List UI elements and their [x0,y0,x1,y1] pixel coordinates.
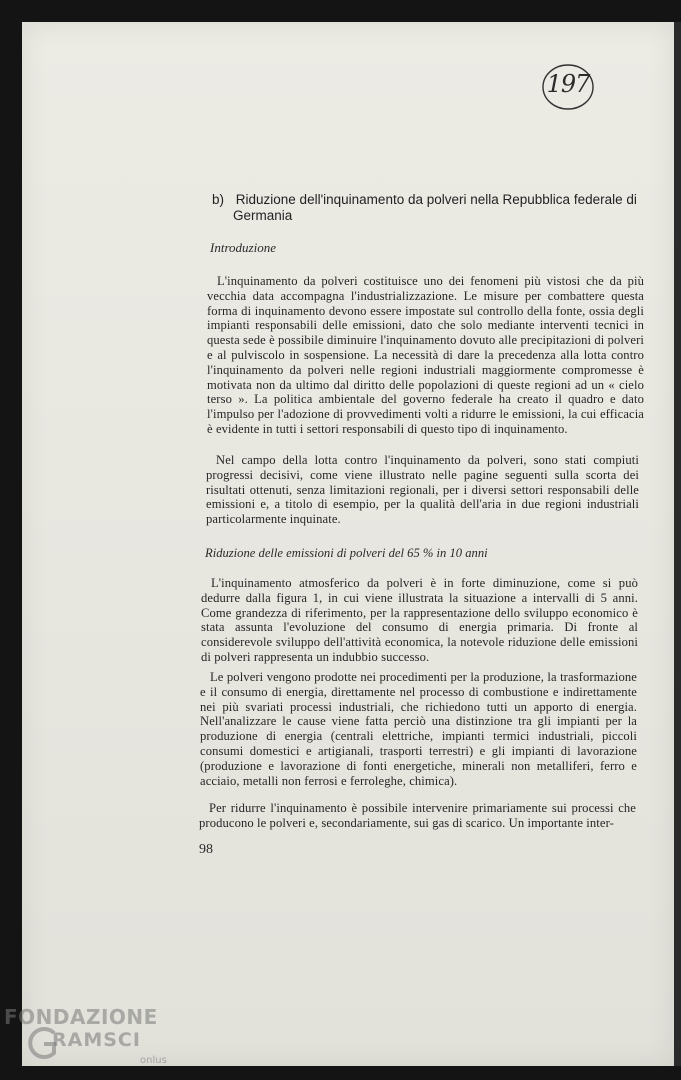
paragraph-text: L'inquinamento da polveri costituisce uno dei fenomeni più vistosi che da più vecchia data accompagna l'industrializzazione. Le misure per combattere questa forma di inquinamento devono essere impostate sul controllo della fonte, ossia degli impianti responsabili delle emissioni, dato che solo mediante interventi tecnici in questa sede è possibile diminuire l'inquinamento dovuto alle precipitazioni di polveri e al pulviscolo in sospensione. La necessità di dare la precedenza alla lotta contro l'inquinamento da polveri nelle regioni industriali maggiormente compromesse è motivata non da ultimo dal diritto delle popolazioni di queste regioni ad un « cielo terso ». La politica ambientale del governo federale ha creato il quadro e dato l'impulso per l'adozione di provvedimenti volti a ridurre le emissioni, la cui efficacia è evidente in tutti i settori responsabili di questo tipo di inquinamento. [207,274,644,436]
page-edge-shadow [674,22,681,1066]
section-heading [212,192,652,224]
heading-label: b) [212,192,225,207]
stamp-number: 197 [546,70,590,98]
paragraph-intro-2 [206,453,639,527]
paragraph-intro-1 [207,274,644,437]
fondazione-gramsci-watermark [4,1005,174,1077]
watermark-line-2: RAMSCI [52,1029,141,1051]
paragraph-text: Per ridurre l'inquinamento è possibile intervenire primariamente sui processi che producono le polveri e, secondariamente, sui gas di scarico. Un importante inter- [199,801,636,830]
paragraph-text: Le polveri vengono prodotte nei procedimenti per la produzione, la trasformazione e il consumo di energia, direttamente nel processo di combustione e indirettamente nei più svariati processi industriali, che richiedono tutti un apporto di energia. Nell'analizzare le cause viene fatta perciò una distinzione tra gli impianti per la produzione di energia (centrali elettriche, impianti termici industriali, piccoli consumi domestici e artigianali, trasporti terrestri) e gli impianti di lavorazione (produzione e lavorazione di fonti energetiche, minerali non metalliferi, ferro e acciaio, metalli non ferrosi e ferroleghe, chimica). [200,670,637,788]
heading-line-1: Riduzione dell'inquinamento da polveri nella Repubblica federale di [235,192,637,207]
paragraph-text: L'inquinamento atmosferico da polveri è in forte diminuzione, come si può dedurre dalla figura 1, in cui viene illustrata la situazione a intervalli di 5 anni. Come grandezza di riferimento, per la rappresentazione dello sviluppo economico è stata assunta l'evoluzione del consumo di energia primaria. Di fronte al considerevole sviluppo dell'attività economica, la notevole riduzione delle emissioni di polveri rappresenta un indubbio successo. [201,576,638,664]
page-number: 98 [199,842,213,857]
subheading-riduzione: Riduzione delle emissioni di polveri del 65 % in 10 anni [205,546,488,560]
watermark-line-3: onlus [140,1055,167,1066]
subheading-introduzione: Introduzione [210,240,276,255]
paragraph-reduction-1 [201,576,638,665]
watermark-line-1: FONDAZIONE [4,1005,158,1029]
document-page [22,22,674,1066]
paragraph-reduction-3 [199,801,636,831]
heading-line-2: Germania [233,208,293,223]
paragraph-reduction-2 [200,670,637,788]
handwritten-page-stamp [540,60,596,112]
paragraph-text: Nel campo della lotta contro l'inquinamento da polveri, sono stati compiuti progressi decisivi, come viene illustrato nelle pagine seguenti sulla scorta dei risultati ottenuti, senza limitazioni regionali, per i diversi settori responsabili delle emissioni e, a titolo di esempio, per la qualità dell'aria in due regioni industriali particolarmente inquinate. [206,453,639,527]
